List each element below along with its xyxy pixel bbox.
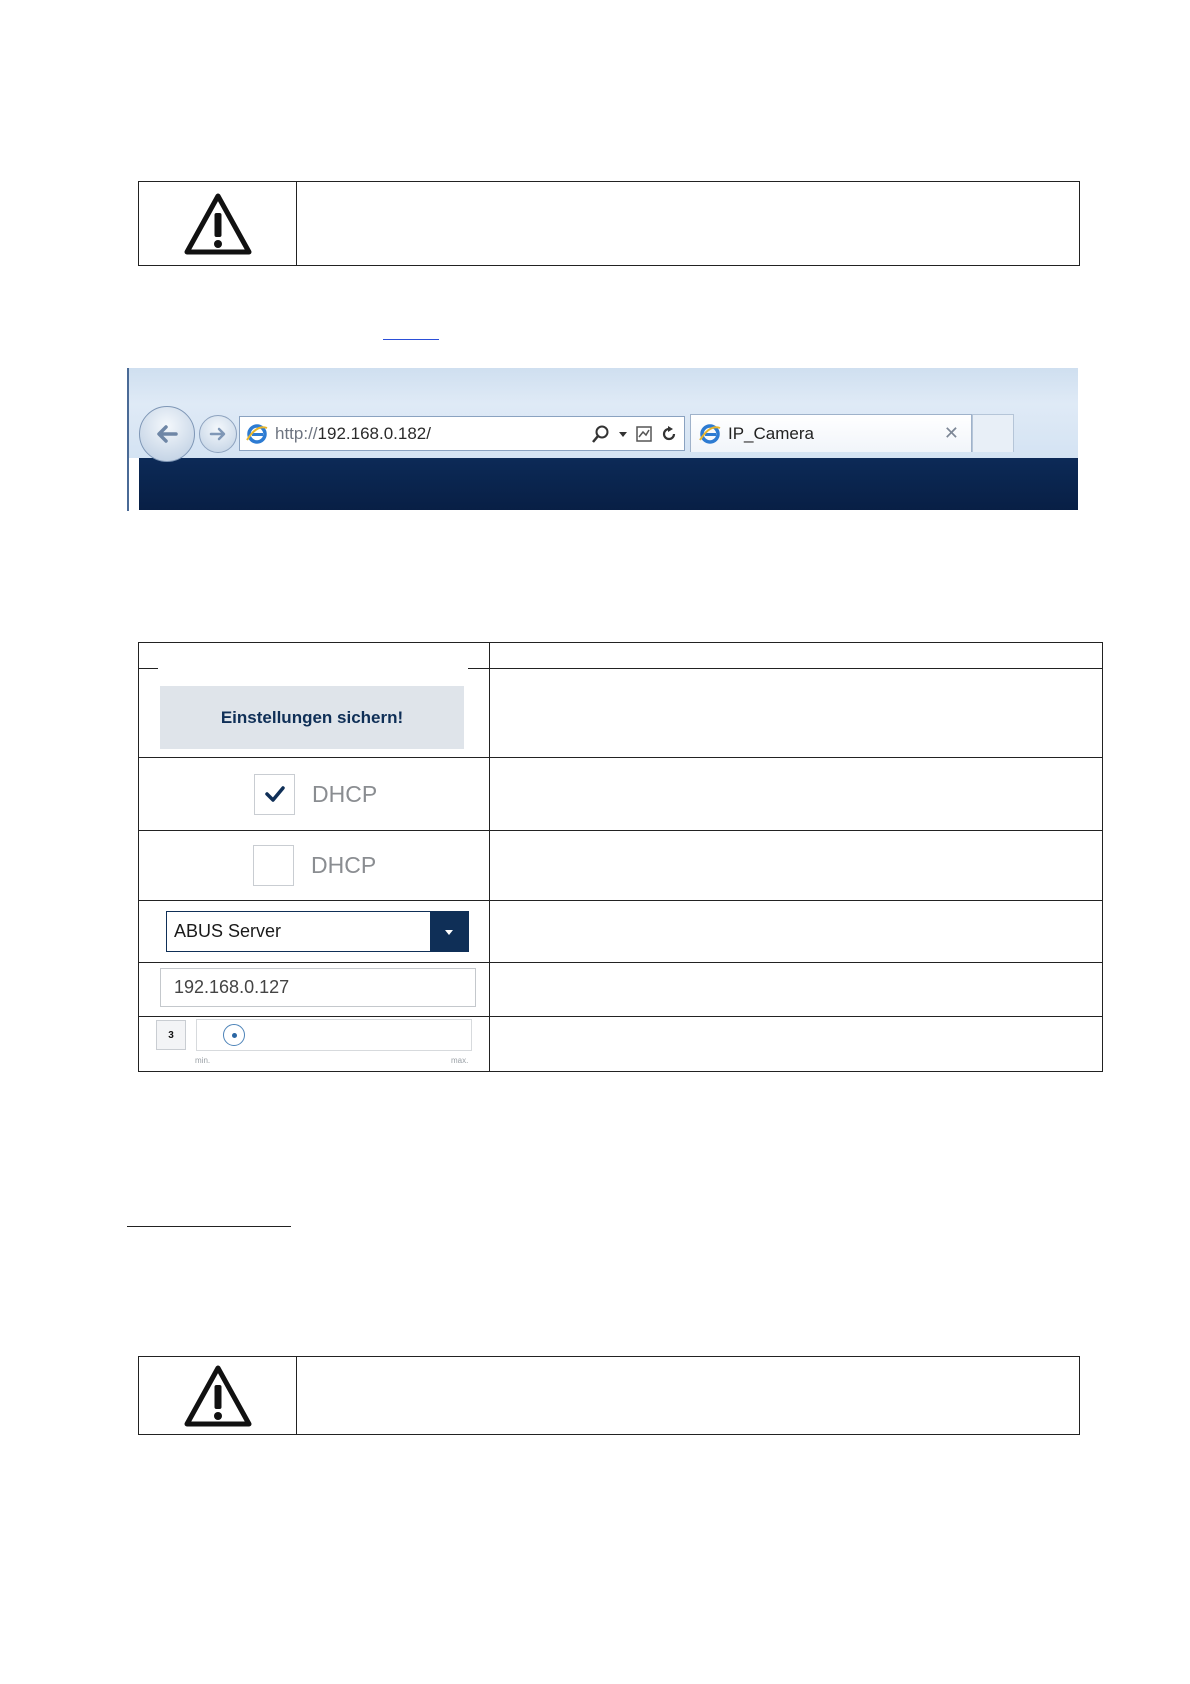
dhcp-checkbox-checked[interactable] [254,774,295,815]
dhcp-checkbox-checked-row [228,758,402,830]
ie-logo-icon [698,422,722,446]
tab-title: IP_Camera [728,423,814,443]
dhcp-checkbox-unchecked[interactable] [253,845,294,886]
ip-address-value: 192.168.0.127 [174,977,290,997]
url-protocol: http:// [275,423,318,443]
hyperlink-underline[interactable] [383,338,439,340]
warning-icon-cell [139,1357,297,1434]
slider-handle-dot [232,1033,237,1038]
forward-button[interactable] [199,415,237,453]
table-column-divider [489,642,490,1072]
server-select-value: ABUS Server [174,921,282,941]
warning-text-cell [297,182,1079,265]
back-button[interactable] [139,406,195,462]
dhcp-checkbox-unchecked-row [236,831,402,900]
address-tools [591,424,678,444]
address-bar[interactable] [239,416,685,451]
back-arrow-icon [152,419,182,449]
address-url [275,424,431,444]
ie-logo-icon [245,422,269,446]
slider-value: 3 [168,1029,174,1041]
check-icon [264,785,286,803]
warning-triangle-icon [183,1364,253,1428]
browser-page-area [139,458,1078,510]
slider-handle[interactable] [223,1024,245,1046]
chevron-down-icon[interactable] [430,912,468,951]
warning-icon-cell [139,182,297,265]
search-icon[interactable] [591,424,611,444]
warning-box-top [138,181,1080,266]
slider-max-label: max. [451,1056,469,1065]
footnote-separator [127,1225,291,1227]
warning-box-bottom [138,1356,1080,1435]
save-settings-label: Einstellungen sichern! [220,707,404,727]
slider-value-box [156,1020,186,1050]
browser-tab[interactable] [690,414,972,452]
warning-text-cell [297,1357,1079,1434]
close-icon[interactable]: ✕ [943,423,959,443]
dhcp-unchecked-label: DHCP [311,852,377,878]
browser-screenshot [127,368,1078,511]
ip-address-input[interactable] [160,968,476,1007]
server-select[interactable] [166,911,469,952]
dropdown-icon[interactable] [618,429,628,439]
save-settings-button[interactable] [160,686,464,749]
refresh-icon[interactable] [660,425,678,443]
url-host: 192.168.0.182/ [317,423,431,443]
slider-min-label: min. [195,1056,211,1065]
forward-arrow-icon [208,424,228,444]
new-tab-button[interactable] [972,414,1014,452]
warning-triangle-icon [183,192,253,256]
compatibility-icon[interactable] [635,425,653,443]
dhcp-checked-label: DHCP [312,780,378,807]
